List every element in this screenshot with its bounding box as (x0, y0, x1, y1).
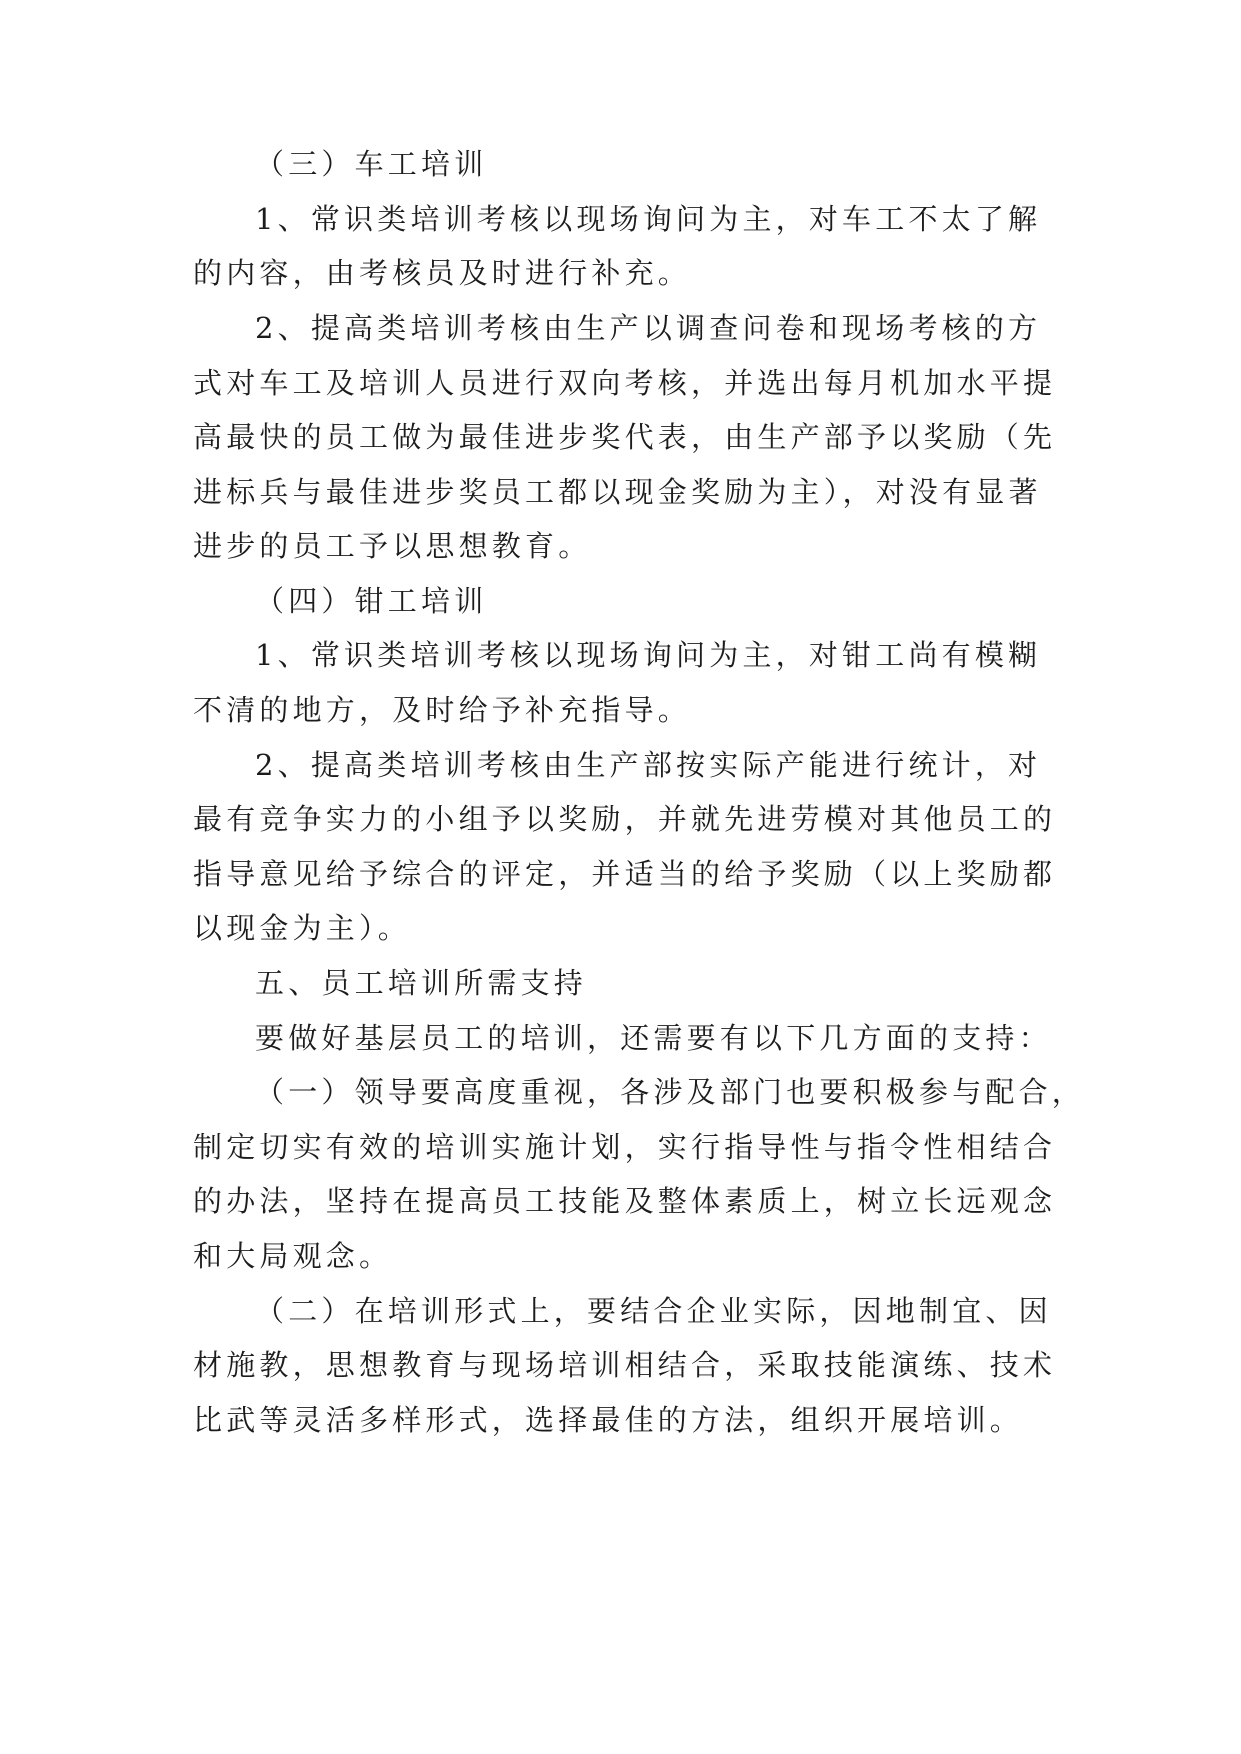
paragraph-line: 的办法，坚持在提高员工技能及整体素质上，树立长远观念 (193, 1184, 1057, 1218)
paragraph-line: 制定切实有效的培训实施计划，实行指导性与指令性相结合 (193, 1130, 1057, 1164)
paragraph-line: （一）领导要高度重视，各涉及部门也要积极参与配合， (255, 1075, 1086, 1109)
paragraph-line: 2、提高类培训考核由生产部按实际产能进行统计，对 (255, 748, 1042, 782)
paragraph-line: 要做好基层员工的培训，还需要有以下几方面的支持： (255, 1021, 1052, 1055)
section-heading-support: 五、员工培训所需支持 (255, 966, 588, 1000)
paragraph-line: 的内容，由考核员及时进行补充。 (193, 256, 692, 290)
paragraph-line: 指导意见给予综合的评定，并适当的给予奖励（以上奖励都 (193, 857, 1057, 891)
paragraph-line: 1、常识类培训考核以现场询问为主，对车工不太了解 (255, 202, 1042, 236)
paragraph-line: 1、常识类培训考核以现场询问为主，对钳工尚有模糊 (255, 638, 1042, 672)
paragraph-line: 进步的员工予以思想教育。 (193, 529, 592, 563)
paragraph-line: 式对车工及培训人员进行双向考核，并选出每月机加水平提 (193, 366, 1057, 400)
paragraph-line: 材施教，思想教育与现场培训相结合，采取技能演练、技术 (193, 1348, 1057, 1382)
paragraph-line: 以现金为主）。 (193, 911, 411, 945)
paragraph-line: 不清的地方，及时给予补充指导。 (193, 693, 692, 727)
section-heading-lathe-training: （三）车工培训 (255, 147, 488, 181)
paragraph-line: （二）在培训形式上，要结合企业实际，因地制宜、因 (255, 1294, 1052, 1328)
paragraph-line: 高最快的员工做为最佳进步奖代表，由生产部予以奖励（先 (193, 420, 1057, 454)
paragraph-line: 和大局观念。 (193, 1239, 393, 1273)
paragraph-line: 最有竞争实力的小组予以奖励，并就先进劳模对其他员工的 (193, 802, 1057, 836)
paragraph-line: 比武等灵活多样形式，选择最佳的方法，组织开展培训。 (193, 1403, 1024, 1437)
paragraph-line: 2、提高类培训考核由生产以调查问卷和现场考核的方 (255, 311, 1042, 345)
section-heading-fitter-training: （四）钳工培训 (255, 584, 488, 618)
paragraph-line: 进标兵与最佳进步奖员工都以现金奖励为主），对没有显著 (193, 475, 1042, 509)
